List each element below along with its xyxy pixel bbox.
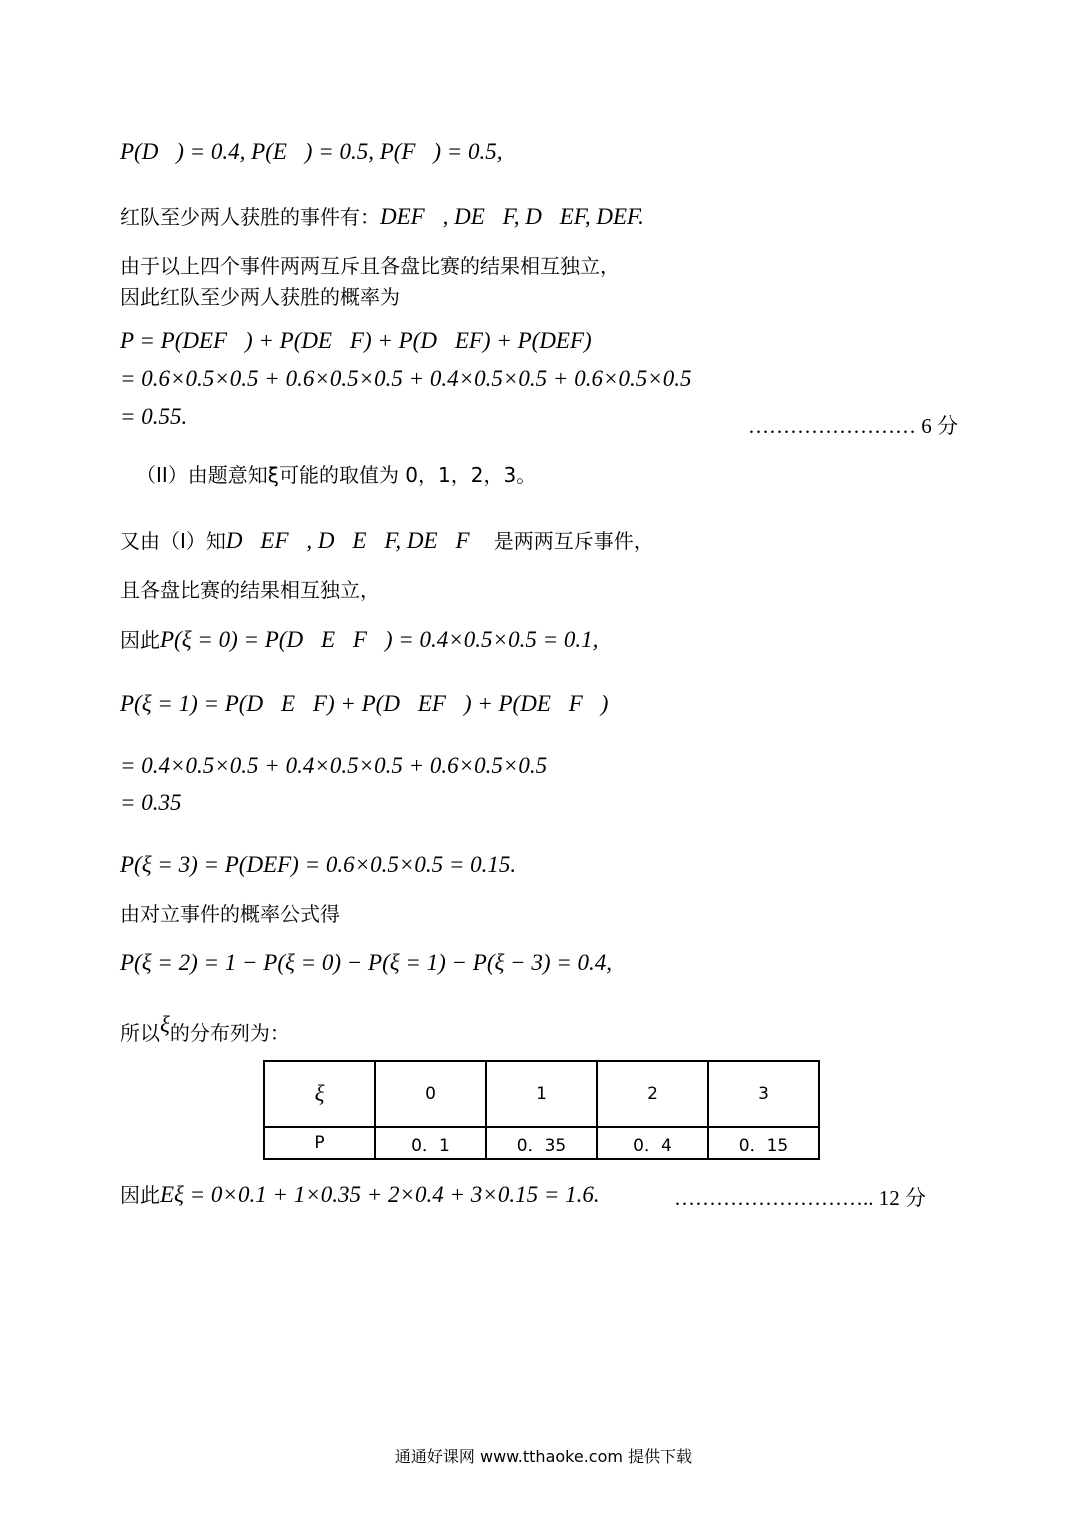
p2-line — [120, 949, 612, 977]
math: P(ξ = 1) = P(D⃗E⃗F) + P(D⃗EF⃗) + P(DE⃗F⃗) — [120, 691, 609, 716]
score-6: …………………… 6 分 — [748, 414, 958, 438]
text: 因此 — [120, 1183, 160, 1207]
distribution-line — [120, 1012, 290, 1047]
independence-line — [120, 252, 620, 280]
table-header-row — [264, 1061, 819, 1127]
p1-line — [120, 690, 608, 718]
prob-def-line — [120, 138, 503, 166]
therefore-line — [120, 283, 400, 311]
text: 且各盘比赛的结果相互独立， — [120, 578, 380, 602]
math: = 0.35 — [120, 790, 182, 815]
table-cell: 3 — [708, 1061, 819, 1127]
table-cell: 0．4 — [597, 1127, 708, 1159]
table-cell: 2 — [597, 1061, 708, 1127]
expectation-line — [120, 1181, 600, 1209]
exclusive-line — [120, 527, 654, 555]
text: 由对立事件的概率公式得 — [120, 902, 340, 926]
independent-line — [120, 576, 380, 604]
complement-line — [120, 900, 340, 928]
p1-result-line — [120, 789, 182, 817]
math: ξ — [160, 1012, 170, 1037]
table-row — [264, 1127, 819, 1159]
math: P(ξ = 2) = 1 − P(ξ = 0) − P(ξ = 1) − P(ξ − 3) = 0.4, — [120, 950, 613, 975]
table-cell: ξ — [264, 1061, 375, 1127]
text: （II）由题意知ξ可能的取值为 0，1，2，3。 — [136, 463, 537, 487]
footer-text: 通通好课网 www.tthaoke.com 提供下载 — [394, 1447, 693, 1466]
text: 是两两互斥事件， — [487, 529, 654, 553]
text: 因此 — [120, 628, 160, 652]
distribution-table — [263, 1060, 820, 1160]
text: 红队至少两人获胜的事件有： — [120, 205, 380, 229]
p0-line — [120, 626, 598, 654]
math: P(ξ = 0) = P(D⃗E⃗F⃗) = 0.4×0.5×0.5 = 0.1, — [160, 627, 599, 652]
table-cell: 0 — [375, 1061, 486, 1127]
math: P = P(DEF⃗) + P(DE⃗F) + P(D⃗EF) + P(DEF) — [120, 328, 592, 353]
table-cell: 0．15 — [708, 1127, 819, 1159]
math: = 0.6×0.5×0.5 + 0.6×0.5×0.5 + 0.4×0.5×0.5 + 0.6×0.5×0.5 — [120, 366, 692, 391]
text: 的分布列为： — [169, 1021, 290, 1045]
product-line — [120, 365, 692, 393]
math: = 0.55. — [120, 404, 188, 429]
p1-product-line — [120, 752, 547, 780]
part-ii-line — [136, 461, 536, 489]
sum-line — [120, 327, 592, 355]
result-line — [120, 403, 187, 431]
text: 因此红队至少两人获胜的概率为 — [120, 285, 400, 309]
table-cell: P — [264, 1127, 375, 1159]
winning-events-line — [120, 203, 644, 231]
text: 由于以上四个事件两两互斥且各盘比赛的结果相互独立， — [120, 254, 620, 278]
math: DEF⃗, DE⃗F, D⃗EF, DEF. — [380, 204, 644, 229]
table-cell: 1 — [486, 1061, 597, 1127]
text: 又由（I）知 — [120, 529, 226, 553]
p3-line — [120, 851, 516, 879]
math: D⃗EF⃗, D⃗E⃗F, DE⃗F⃗ — [225, 528, 488, 553]
text: 所以 — [120, 1021, 160, 1045]
math: Eξ = 0×0.1 + 1×0.35 + 2×0.4 + 3×0.15 = 1.6. — [160, 1182, 600, 1207]
math: = 0.4×0.5×0.5 + 0.4×0.5×0.5 + 0.6×0.5×0.5 — [120, 753, 548, 778]
math: P(ξ = 3) = P(DEF) = 0.6×0.5×0.5 = 0.15. — [120, 852, 517, 877]
score-12: ……………………….. 12 分 — [674, 1186, 926, 1210]
math: P(D⃗) = 0.4, P(E⃗) = 0.5, P(F⃗) = 0.5, — [120, 139, 503, 164]
table-cell: 0．35 — [486, 1127, 597, 1159]
table-cell: 0．1 — [375, 1127, 486, 1159]
